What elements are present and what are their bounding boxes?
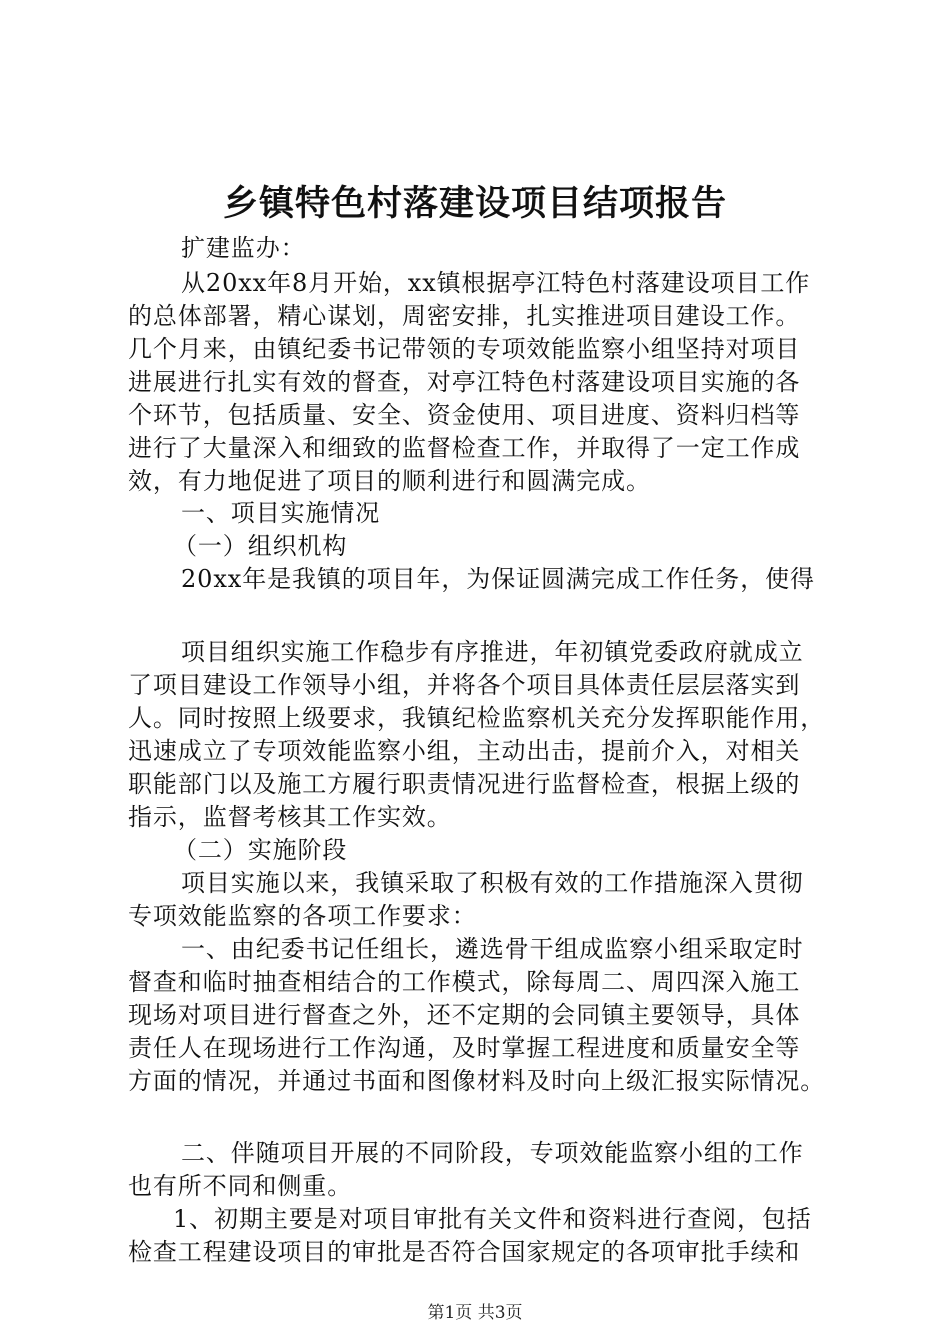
paragraph-line: 项目实施以来，我镇采取了积极有效的工作措施深入贯彻: [181, 869, 804, 897]
paragraph-line: 方面的情况，并通过书面和图像材料及时向上级汇报实际情况。: [128, 1067, 826, 1095]
paragraph-line: 现场对项目进行督查之外，还不定期的会同镇主要领导，具体: [128, 1001, 801, 1029]
paragraph-line: 效，有力地促进了项目的顺利进行和圆满完成。: [128, 467, 651, 495]
paragraph-line: 几个月来，由镇纪委书记带领的专项效能监察小组坚持对项目: [128, 335, 801, 363]
salutation: 扩建监办：: [181, 234, 306, 262]
paragraph-line: 进展进行扎实有效的督查，对亭江特色村落建设项目实施的各: [128, 368, 801, 396]
paragraph-line: 专项效能监察的各项工作要求：: [128, 902, 477, 930]
paragraph-line: 的总体部署，精心谋划，周密安排，扎实推进项目建设工作。: [128, 302, 801, 330]
paragraph-line: 人。同时按照上级要求，我镇纪检监察机关充分发挥职能作用，: [128, 704, 826, 732]
paragraph-line: 个环节，包括质量、安全、资金使用、项目进度、资料归档等: [128, 401, 801, 429]
paragraph-line: 迅速成立了专项效能监察小组，主动出击，提前介入，对相关: [128, 737, 801, 765]
subsection-heading: （二）实施阶段: [173, 836, 348, 864]
section-heading: 一、项目实施情况: [181, 499, 381, 527]
paragraph-line: 20xx年是我镇的项目年，为保证圆满完成工作任务，使得: [181, 565, 815, 593]
paragraph-line: 进行了大量深入和细致的监督检查工作，并取得了一定工作成: [128, 434, 801, 462]
document-title: 乡镇特色村落建设项目结项报告: [222, 183, 727, 224]
paragraph-line: 项目组织实施工作稳步有序推进，年初镇党委政府就成立: [181, 638, 804, 666]
paragraph-line: 督查和临时抽查相结合的工作模式，除每周二、周四深入施工: [128, 968, 801, 996]
paragraph-line: 指示，监督考核其工作实效。: [128, 803, 452, 831]
paragraph-line: 从20xx年8月开始，xx镇根据亭江特色村落建设项目工作: [181, 269, 811, 297]
paragraph-line: 1、初期主要是对项目审批有关文件和资料进行查阅，包括: [173, 1205, 812, 1233]
paragraph-line: 检查工程建设项目的审批是否符合国家规定的各项审批手续和: [128, 1238, 801, 1266]
paragraph-line: 也有所不同和侧重。: [128, 1172, 353, 1200]
paragraph-line: 二、伴随项目开展的不同阶段，专项效能监察小组的工作: [181, 1139, 804, 1167]
paragraph-line: 职能部门以及施工方履行职责情况进行监督检查，根据上级的: [128, 770, 801, 798]
paragraph-line: 责任人在现场进行工作沟通，及时掌握工程进度和质量安全等: [128, 1034, 801, 1062]
paragraph-line: 了项目建设工作领导小组，并将各个项目具体责任层层落实到: [128, 671, 801, 699]
subsection-heading: （一）组织机构: [173, 532, 348, 560]
page-footer: 第1页 共3页: [427, 1303, 523, 1323]
paragraph-line: 一、由纪委书记任组长，遴选骨干组成监察小组采取定时: [181, 935, 804, 963]
